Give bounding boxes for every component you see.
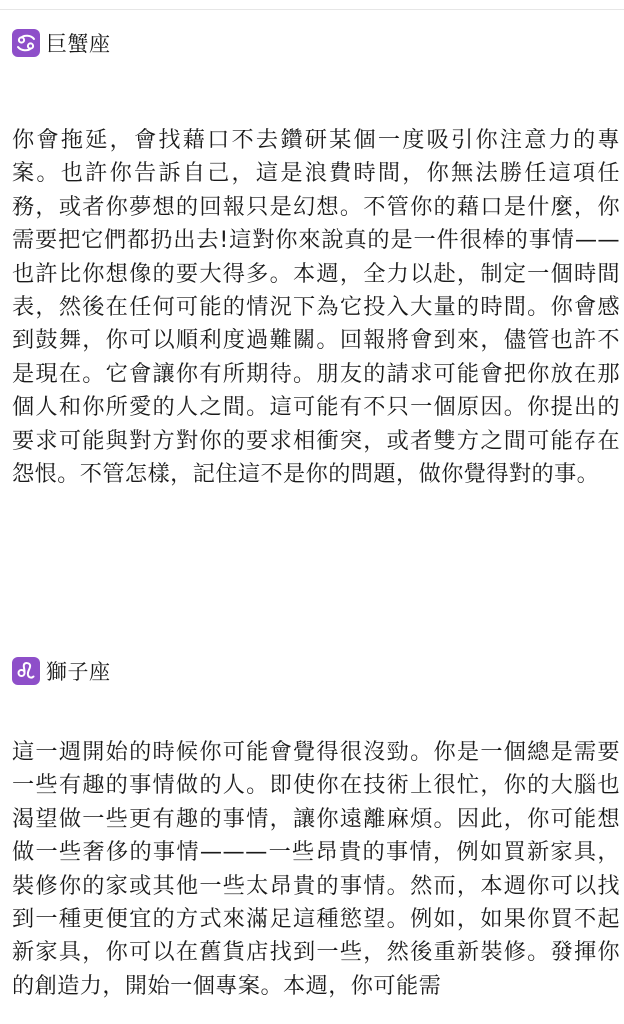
horoscope-section-cancer xyxy=(12,26,620,491)
horoscope-section-leo xyxy=(12,654,620,1003)
sign-header xyxy=(12,654,620,688)
sign-name: 巨蟹座 xyxy=(46,32,111,56)
sign-name: 獅子座 xyxy=(46,660,111,684)
leo-zodiac-icon xyxy=(12,657,40,685)
cancer-zodiac-icon xyxy=(12,29,40,57)
top-divider xyxy=(0,9,624,10)
horoscope-text: 你會拖延，會找藉口不去鑽研某個一度吸引你注意力的專案。也許你告訴自己，這是浪費時間，你無法勝任這項任務，或者你夢想的回報只是幻想。不管你的藉口是什麼，你需要把它們都扔出去!這對你來說真的是一件很棒的事情——也許比你想像的要大得多。本週，全力以赴，制定一個時間表，然後在任何可能的情況下為它投入大量的時間。你會感到鼓舞，你可以順利度過難關。回報將會到來，儘管也許不是現在。它會讓你有所期待。朋友的請求可能會把你放在那個人和你所愛的人之間。這可能有不只一個原因。你提出的要求可能與對方對你的要求相衝突，或者雙方之間可能存在怨恨。不管怎樣，記住這不是你的問題，做你覺得對的事。 xyxy=(12,127,620,488)
horoscope-text: 這一週開始的時候你可能會覺得很沒勁。你是一個總是需要一些有趣的事情做的人。即使你在技術上很忙，你的大腦也渴望做一些更有趣的事情，讓你遠離麻煩。因此，你可能想做一些奢侈的事情———一些昂貴的事情，例如買新家具，裝修你的家或其他一些太昂貴的事情。然而，本週你可以找到一種更便宜的方式來滿足這種慾望。例如，如果你買不起新家具，你可以在舊貨店找到一些，然後重新裝修。發揮你的創造力，開始一個專案。本週，你可能需 xyxy=(12,739,620,999)
sign-header xyxy=(12,26,620,60)
